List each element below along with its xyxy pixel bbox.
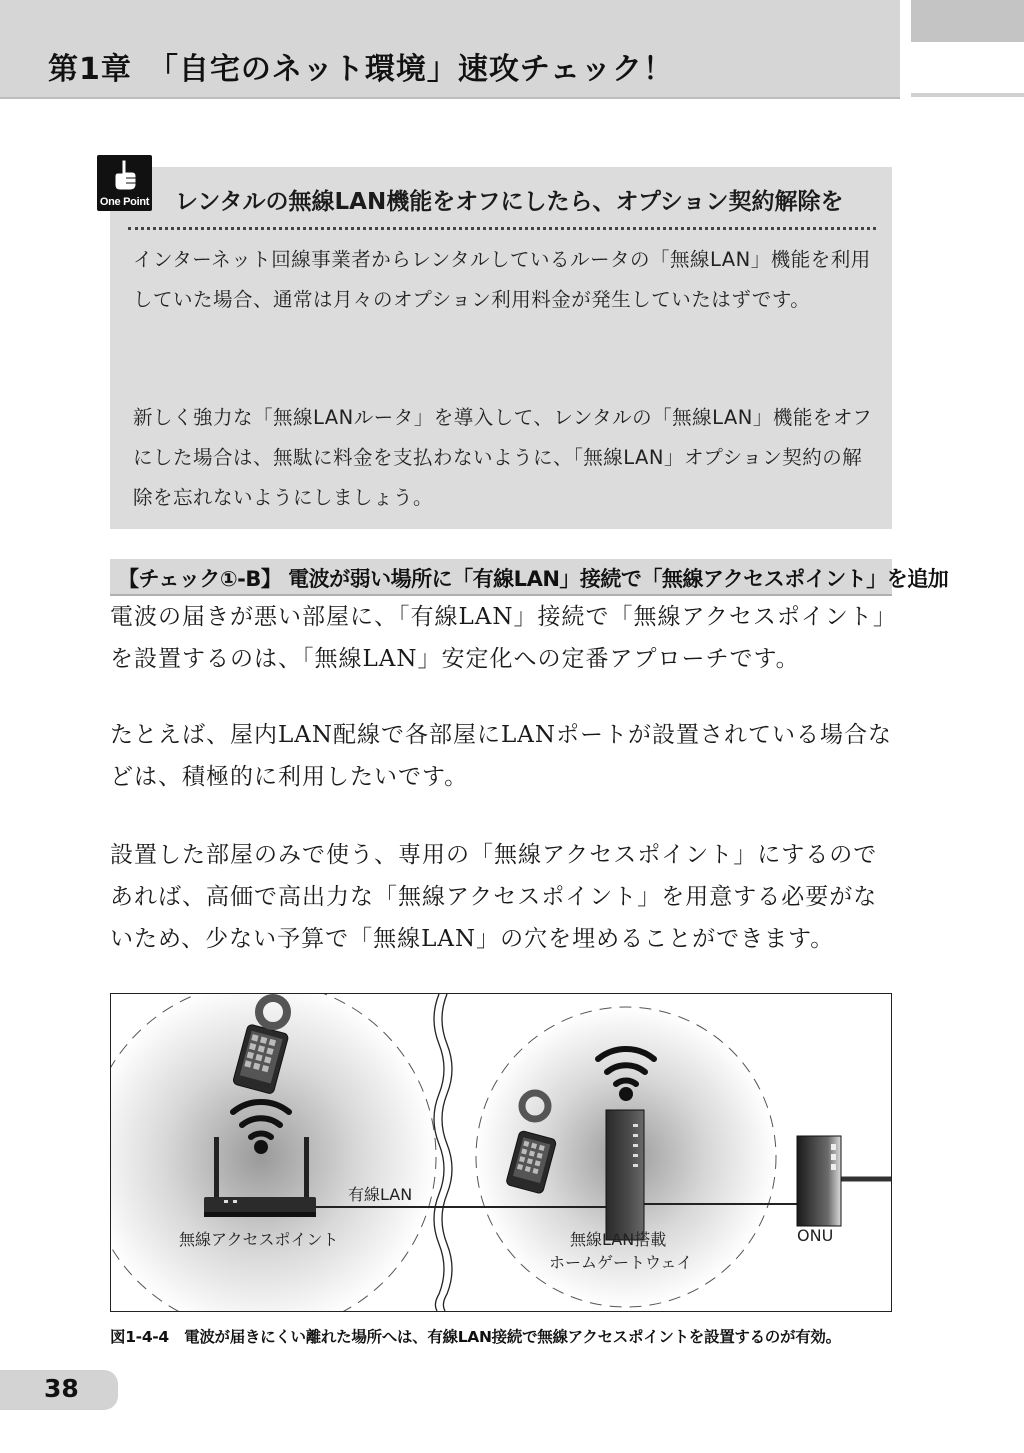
one-point-title: レンタルの無線LAN機能をオフにしたら、オプション契約解除を — [175, 189, 844, 215]
one-point-paragraph-1: インターネット回線事業者からレンタルしているルータの「無線LAN」機能を利用していた場合、通常は月々のオプション利用料金が発生していたはずです。 — [133, 248, 871, 311]
dotted-divider — [128, 227, 876, 230]
wired-lan-label: 有線LAN — [348, 1185, 413, 1204]
figure-caption: 図1-4-4 電波が届きにくい離れた場所へは、有線LAN接続で無線アクセスポイントを設置するのが有効。 — [110, 1328, 841, 1346]
access-point-label: 無線アクセスポイント — [179, 1230, 339, 1249]
body-paragraph-3: 設置した部屋のみで使う、専用の「無線アクセスポイント」にするのであれば、高価で高出力な「無線アクセスポイント」を用意する必要がないため、少ない予算で「無線LAN」の穴を埋めることができます。 — [110, 842, 878, 952]
onu-device — [797, 1136, 841, 1226]
page-number: 38 — [44, 1374, 79, 1403]
corner-tab — [911, 0, 1024, 42]
corner-line — [911, 93, 1024, 97]
pointing-hand-icon — [110, 158, 140, 192]
home-gateway-device — [606, 1110, 644, 1240]
gateway-label-line1: 無線LAN搭載 — [570, 1230, 667, 1249]
one-point-logo — [97, 155, 152, 211]
one-point-paragraph-2: 新しく強力な「無線LANルータ」を導入して、レンタルの「無線LAN」機能をオフにした場合は、無駄に料金を支払わないように、「無線LAN」オプション契約の解除を忘れないようにしましょう。 — [133, 406, 873, 509]
network-diagram — [110, 993, 892, 1312]
body-paragraph-2: たとえば、屋内LAN配線で各部屋にLANポートが設置されている場合などは、積極的に利用したいです。 — [110, 722, 893, 790]
body-paragraph-1: 電波の届きが悪い部屋に、「有線LAN」接続で「無線アクセスポイント」を設置するのは、「無線LAN」安定化への定番アプローチです。 — [110, 604, 886, 672]
check-heading: 【チェック①-B】 電波が弱い場所に「有線LAN」接続で「無線アクセスポイント」を追加 — [118, 567, 949, 591]
one-point-logo-text: One Point — [99, 196, 150, 208]
gateway-label-line2: ホームゲートウェイ — [549, 1253, 693, 1272]
chapter-title: 第1章 「自宅のネット環境」速攻チェック！ — [48, 52, 674, 87]
onu-label: ONU — [797, 1226, 834, 1245]
